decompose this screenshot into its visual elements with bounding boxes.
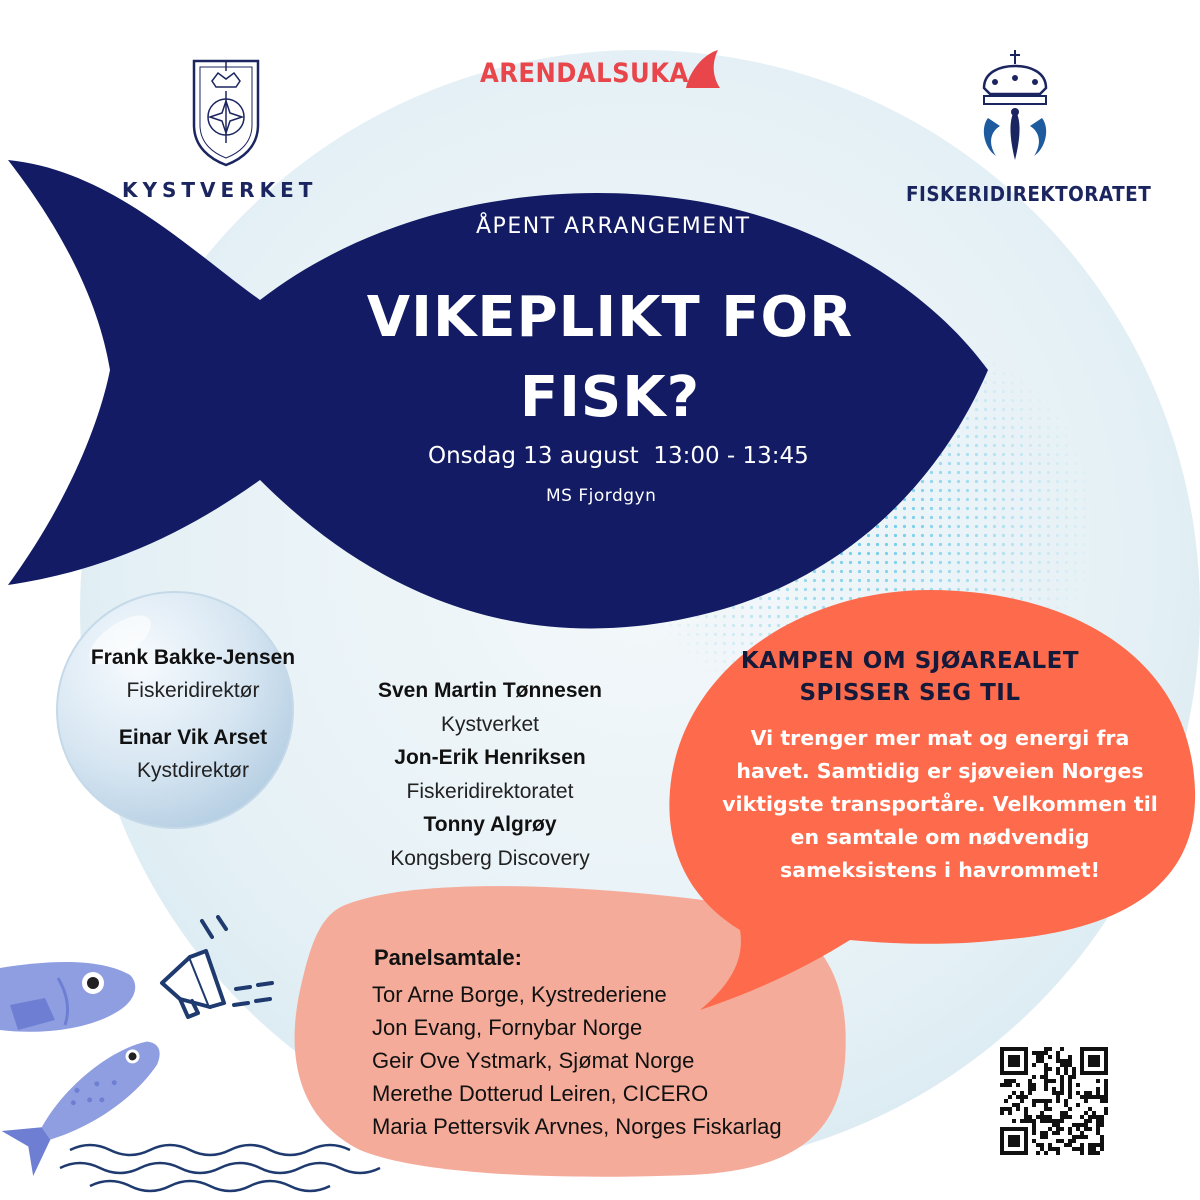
bubble-body-line: havet. Samtidig er sjøveien Norges (736, 759, 1144, 783)
speaker-name: Sven Martin Tønnesen (377, 679, 603, 702)
bubble-heading-line1: KAMPEN OM SJØAREALET (740, 648, 1080, 674)
blue-fish-lower (2, 1030, 178, 1176)
panel-item: Geir Ove Ystmark, Sjømat Norge (372, 1048, 695, 1073)
bubble-body-line: en samtale om nødvendig (790, 825, 1090, 849)
panel-heading: Panelsamtale: (374, 945, 522, 970)
event-venue: MS Fjordgyn (546, 486, 657, 506)
speaker-org: Kongsberg Discovery (390, 846, 590, 870)
bubble-body (690, 722, 1190, 887)
waves (60, 1145, 380, 1191)
bubble-heading-line2: SPISSER SEG TIL (799, 680, 1021, 706)
bubble-body-line: viktigste transportåre. Velkommen til (722, 792, 1158, 816)
megaphone-icon (150, 915, 285, 1025)
panel-list (372, 978, 842, 1143)
panel-item: Maria Pettersvik Arvnes, Norges Fiskarlag (372, 1114, 782, 1139)
event-title (330, 278, 890, 438)
hosts-block (58, 646, 328, 783)
speaker-org: Fiskeridirektoratet (406, 779, 574, 803)
event-kicker: ÅPENT ARRANGEMENT (476, 214, 751, 239)
host-role: Fiskeridirektør (126, 679, 260, 702)
speakers-block (340, 674, 640, 875)
host-name: Einar Vik Arset (118, 726, 268, 749)
event-datetime: Onsdag 13 august 13:00 - 13:45 (428, 443, 809, 469)
event-title-line2: FISK? (519, 365, 701, 430)
bubble-heading (680, 645, 1140, 709)
speaker-org: Kystverket (440, 712, 540, 736)
speaker-name: Tonny Algrøy (423, 813, 557, 836)
bubble-body-line: sameksistens i havrommet! (780, 858, 1100, 882)
bubble-body-line: Vi trenger mer mat og energi fra (750, 726, 1130, 750)
fiskeridirektoratet-crest-icon (970, 48, 1060, 168)
arendalsuka-logo-text: ARENDALSUKA (480, 58, 689, 89)
panel-item: Merethe Dotterud Leiren, CICERO (372, 1081, 709, 1106)
qr-code-icon[interactable] (1000, 1047, 1108, 1155)
kystverket-logo-text: KYSTVERKET (122, 178, 318, 202)
blue-fish-upper (0, 962, 135, 1032)
arendalsuka-fin-icon (682, 48, 722, 90)
event-title-line1: VIKEPLIKT FOR (366, 285, 854, 350)
host-role: Kystdirektør (136, 759, 249, 782)
host-name: Frank Bakke-Jensen (90, 646, 296, 669)
panel-item: Tor Arne Borge, Kystrederiene (372, 982, 667, 1007)
panel-item: Jon Evang, Fornybar Norge (372, 1015, 643, 1040)
speaker-name: Jon-Erik Henriksen (394, 746, 586, 769)
kystverket-crest-icon (190, 55, 262, 167)
fiskeridirektoratet-logo-text: FISKERIDIREKTORATET (906, 182, 1152, 206)
